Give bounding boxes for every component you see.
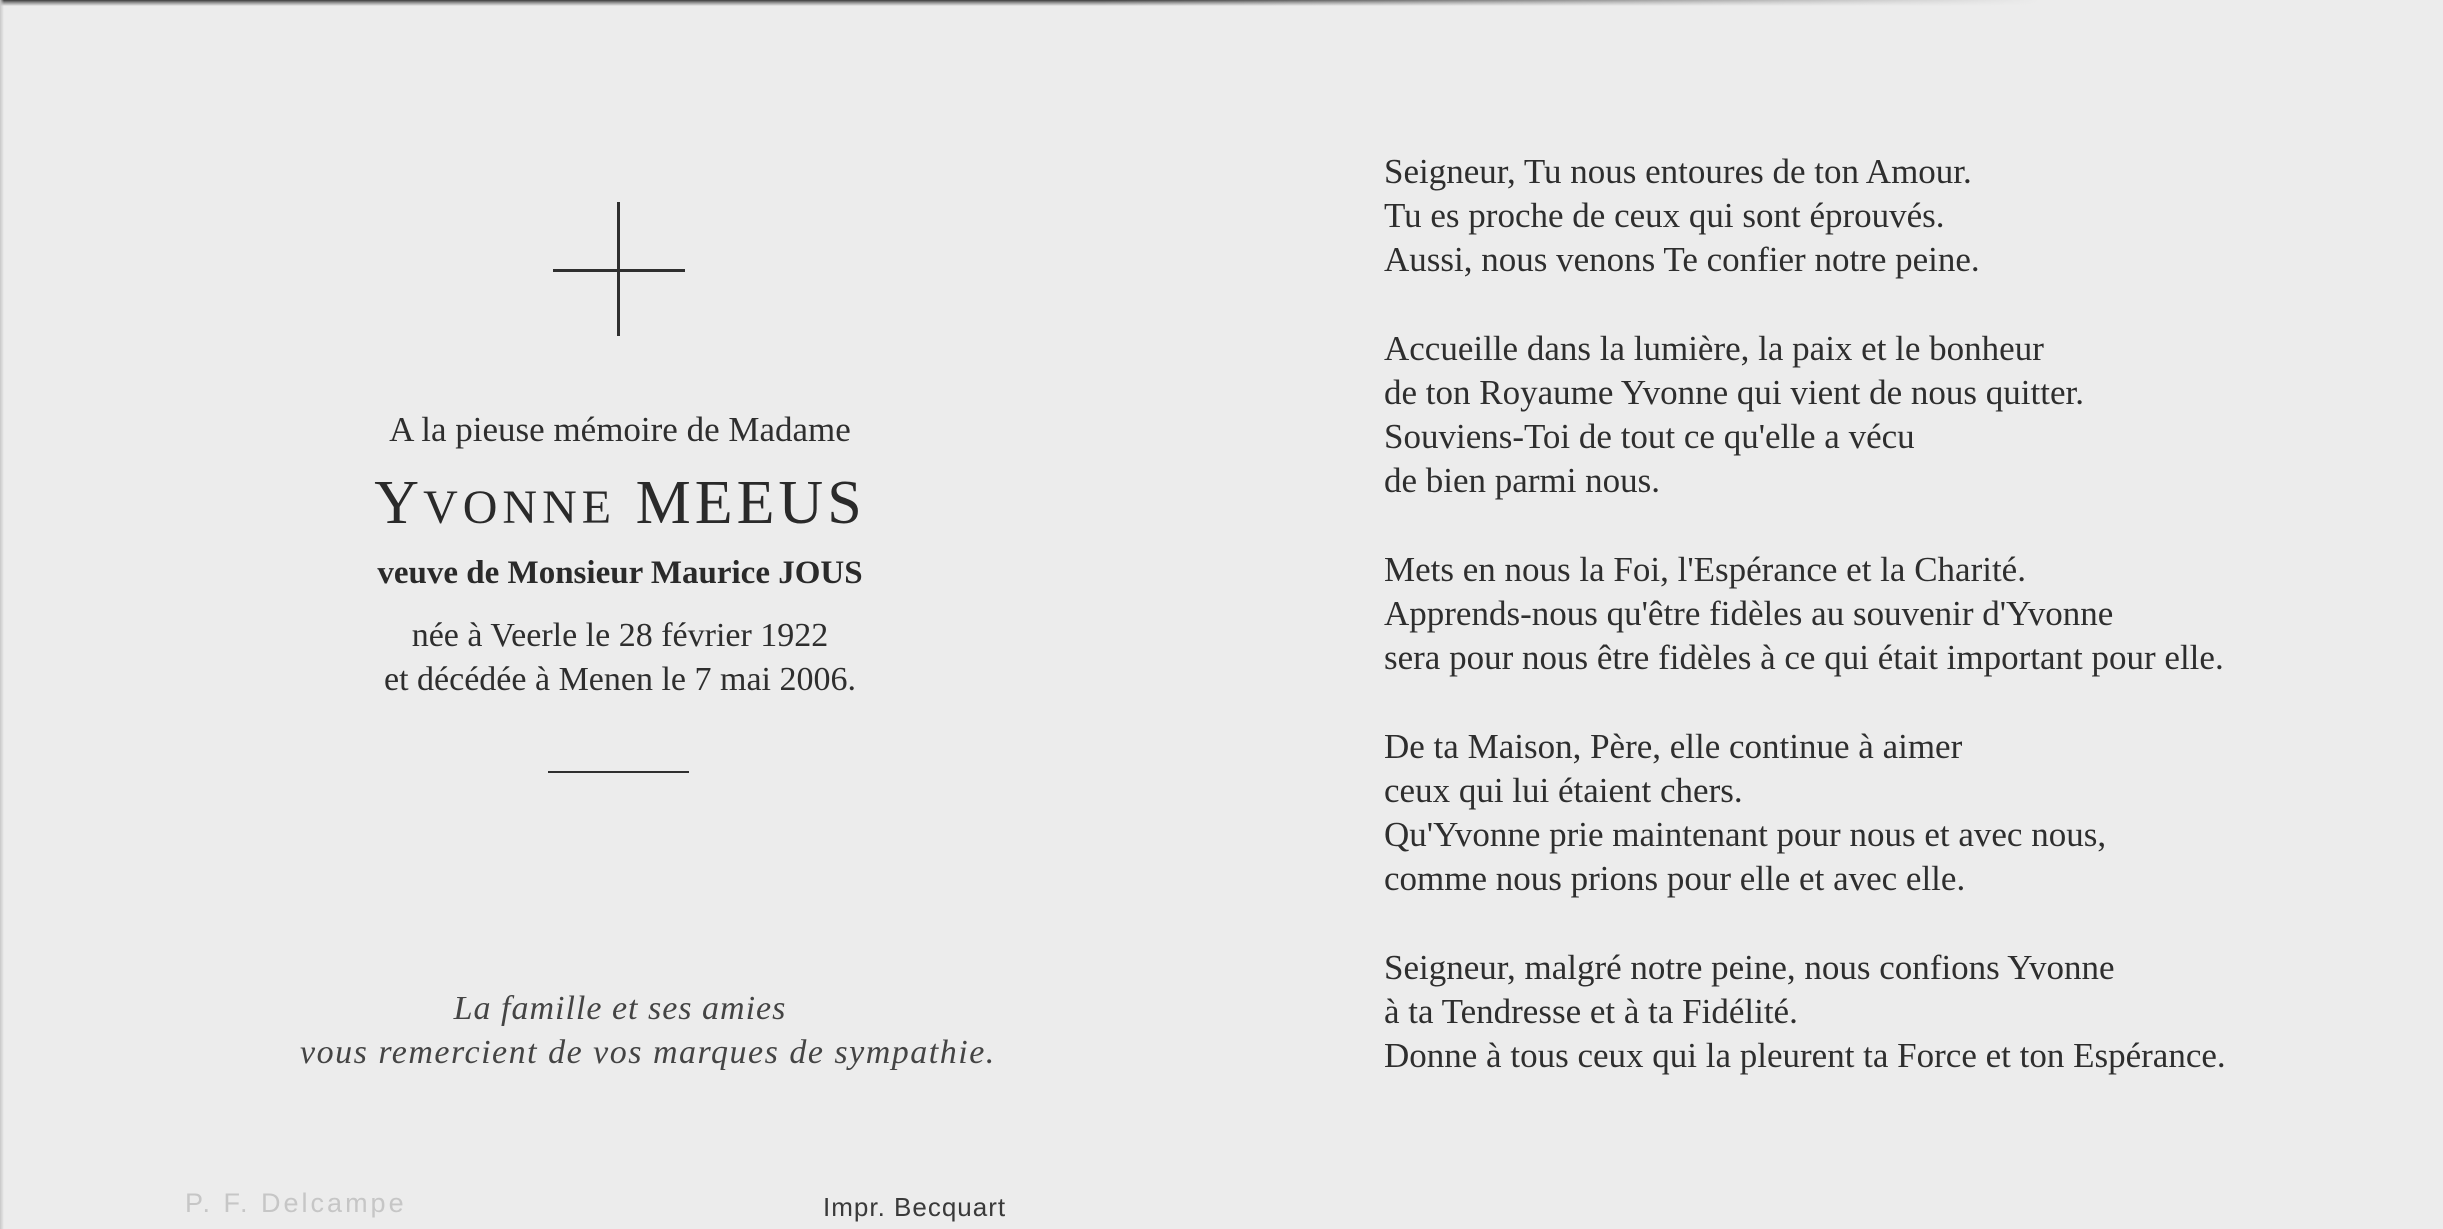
prayer-line: De ta Maison, Père, elle continue à aimer — [1384, 727, 1963, 766]
prayer-line: Tu es proche de ceux qui sont éprouvés. — [1384, 196, 1945, 235]
prayer-line: Aussi, nous venons Te confier notre peine. — [1384, 240, 1980, 279]
prayer-line: Donne à tous ceux qui la pleurent ta Force et ton Espérance. — [1384, 1036, 2226, 1075]
prayer-stanza — [1384, 150, 2424, 282]
thanks-line-2: vous remercient de vos marques de sympathie. — [300, 1034, 996, 1071]
card-top-edge-fade — [1100, 0, 2443, 6]
prayer-stanza — [1384, 327, 2424, 503]
first-name-rest: VONNE — [423, 481, 617, 534]
prayer-line: Seigneur, malgré notre peine, nous confions Yvonne — [1384, 948, 2115, 987]
last-name: MEEUS — [635, 469, 866, 537]
prayer-line: Apprends-nous qu'être fidèles au souvenir d'Yvonne — [1384, 594, 2114, 633]
prayer-line: Souviens-Toi de tout ce qu'elle a vécu — [1384, 417, 1915, 456]
widow-of: veuve de Monsieur Maurice JOUS — [377, 555, 863, 591]
faded-stamp: P. F. Delcampe — [185, 1188, 407, 1218]
prayer-line: de ton Royaume Yvonne qui vient de nous quitter. — [1384, 373, 2084, 412]
prayer-line: Accueille dans la lumière, la paix et le bonheur — [1384, 329, 2044, 368]
prayer-stanza — [1384, 548, 2424, 680]
prayer-line: Mets en nous la Foi, l'Espérance et la Charité. — [1384, 550, 2026, 589]
printer-credit: Impr. Becquart — [823, 1192, 1007, 1222]
prayer-line: sera pour nous être fidèles à ce qui était important pour elle. — [1384, 638, 2224, 677]
prayer-line: Seigneur, Tu nous entoures de ton Amour. — [1384, 152, 1972, 191]
memorial-intro: A la pieuse mémoire de Madame — [389, 410, 851, 449]
prayer-line: à ta Tendresse et à ta Fidélité. — [1384, 992, 1798, 1031]
prayer-line: de bien parmi nous. — [1384, 461, 1661, 500]
prayer-text — [1384, 150, 2424, 1123]
prayer-line: comme nous prions pour elle et avec elle. — [1384, 859, 1966, 898]
prayer-line: ceux qui lui étaient chers. — [1384, 771, 1743, 810]
deceased-name — [300, 468, 940, 539]
cross-horizontal-bar — [553, 269, 685, 272]
card-left-edge — [0, 0, 4, 1229]
birth-line: née à Veerle le 28 février 1922 — [411, 617, 829, 654]
prayer-stanza — [1384, 725, 2424, 901]
thanks-line-1: La famille et ses amies — [453, 990, 787, 1027]
cross-icon — [553, 202, 685, 336]
divider-rule — [548, 771, 689, 773]
death-line: et décédée à Menen le 7 mai 2006. — [383, 661, 856, 698]
prayer-line: Qu'Yvonne prie maintenant pour nous et avec nous, — [1384, 815, 2107, 854]
first-name-initial: Y — [374, 469, 424, 537]
prayer-stanza — [1384, 946, 2424, 1078]
